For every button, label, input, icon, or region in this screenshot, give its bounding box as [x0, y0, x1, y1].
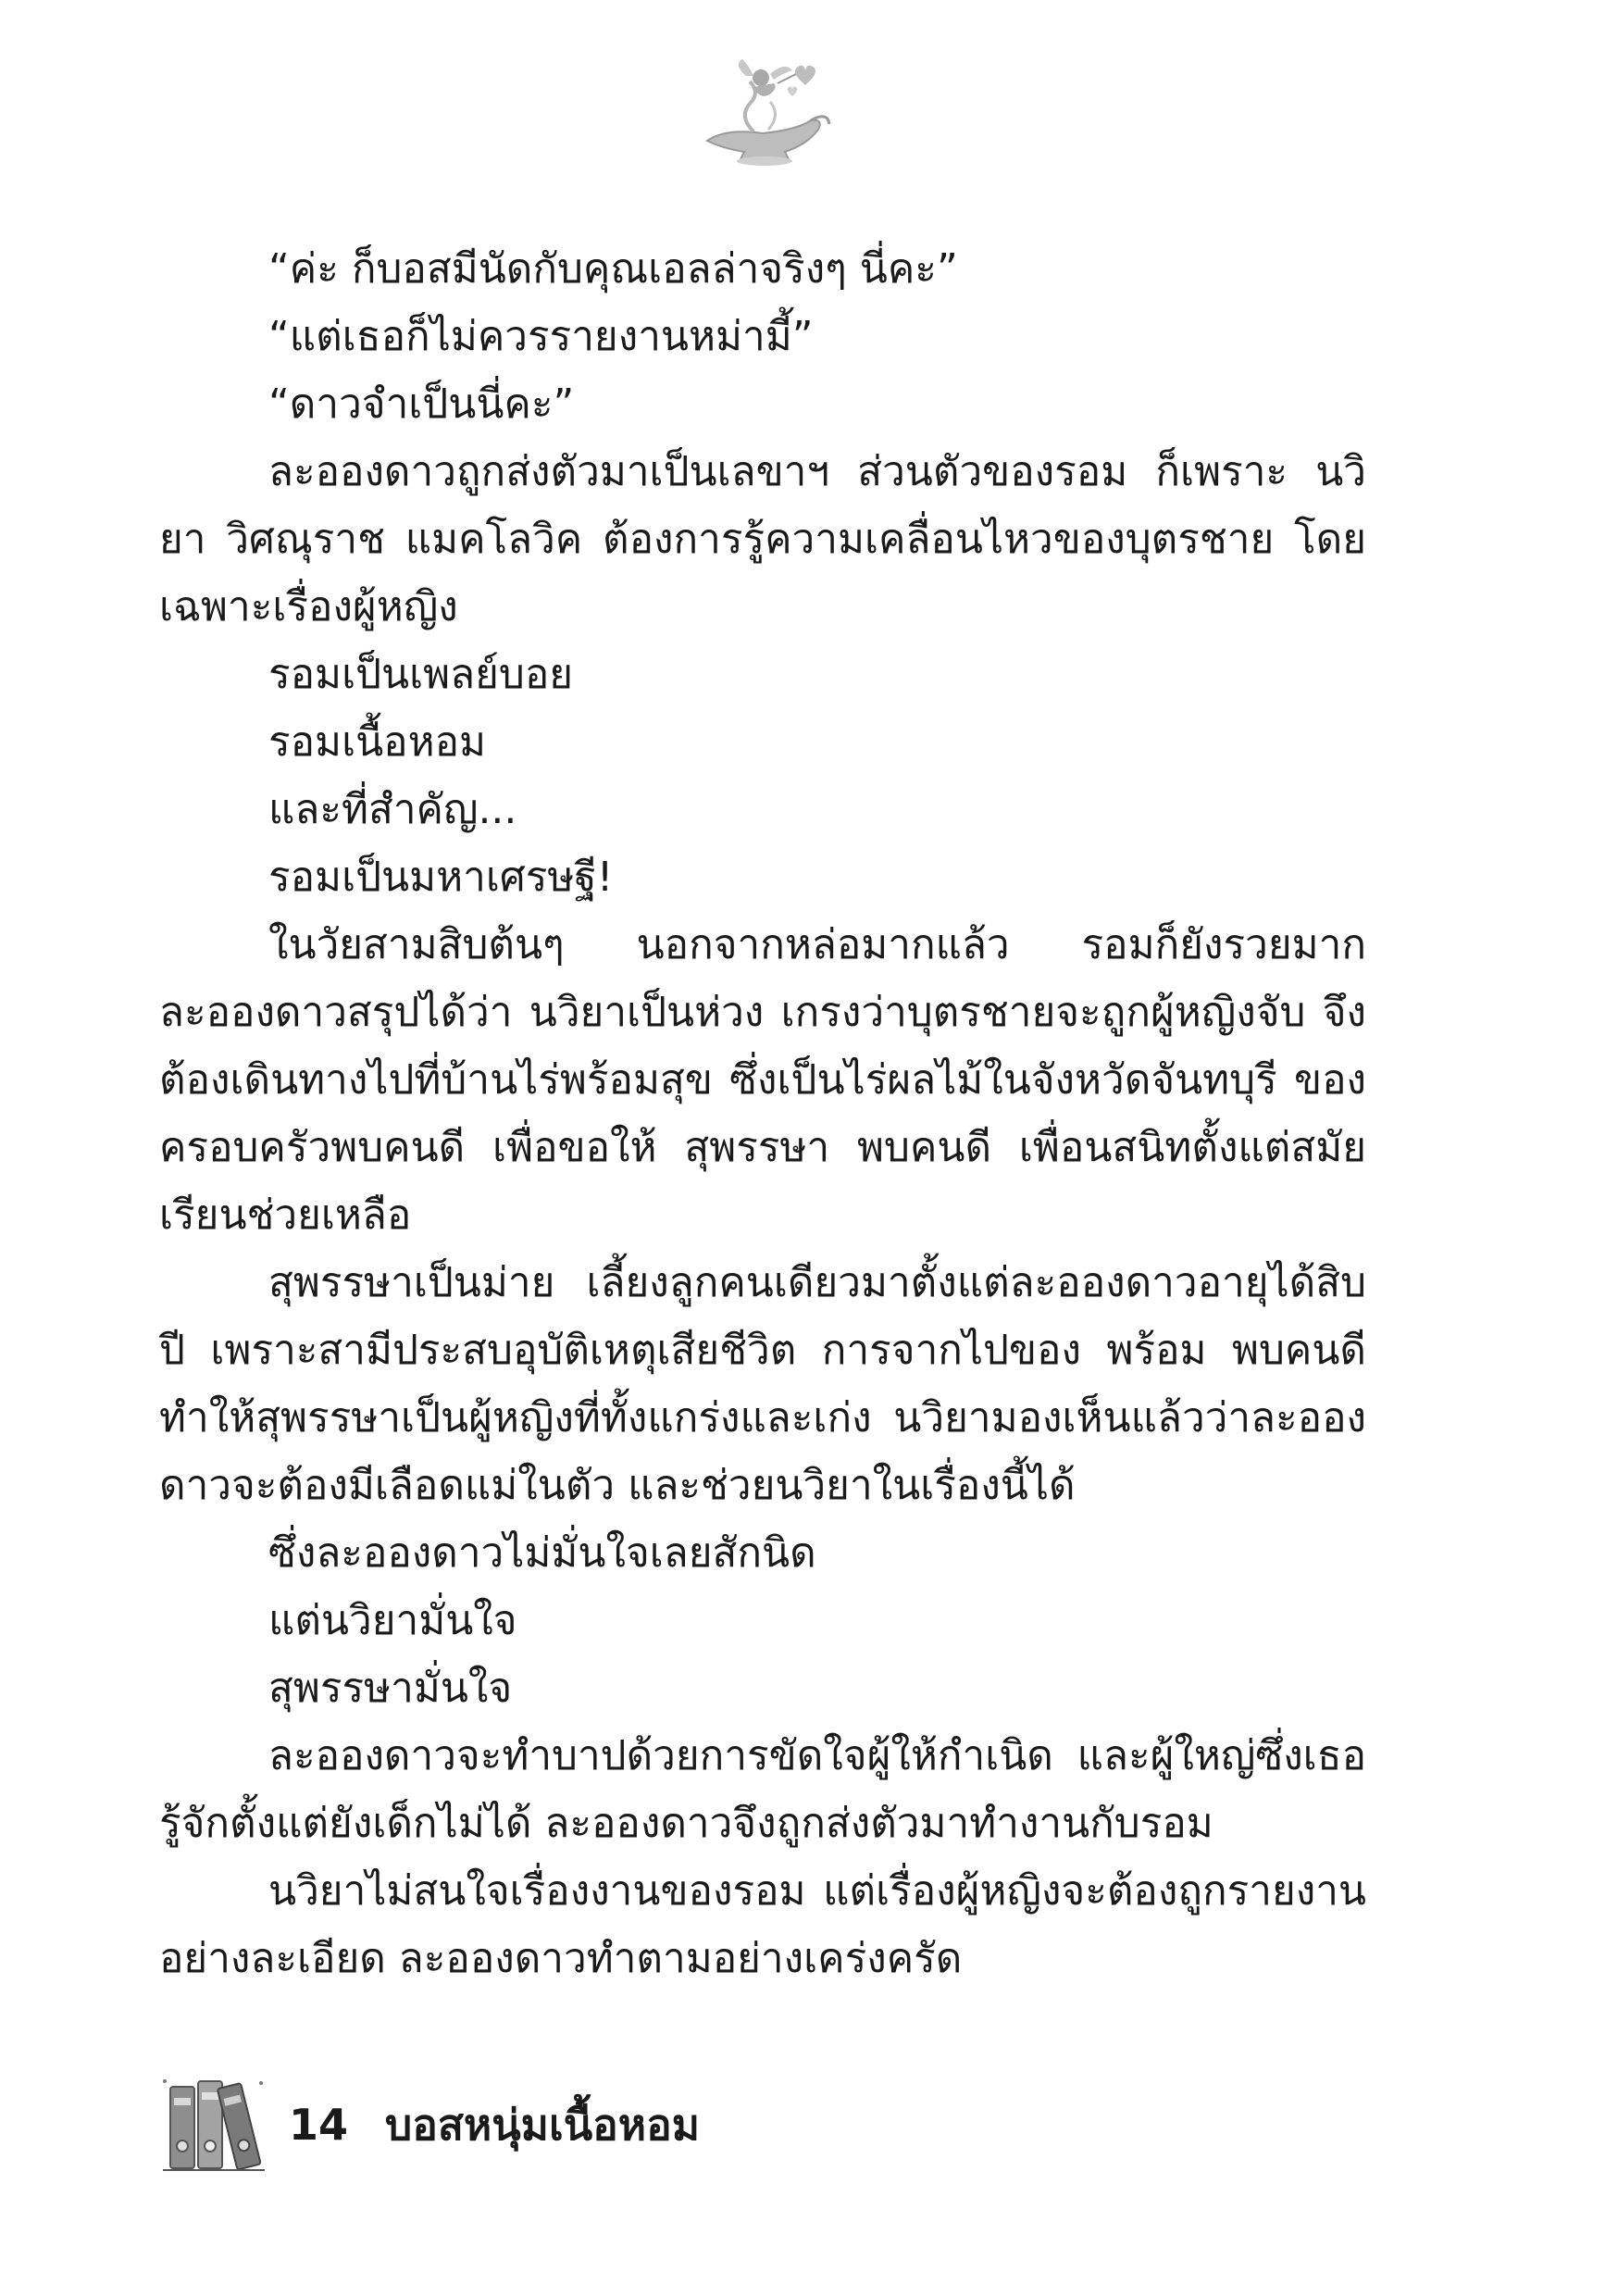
paragraph: รอมเนื้อหอม	[268, 718, 487, 766]
paragraph: ในวัยสามสิบต้นๆ นอกจากหล่อมากแล้ว รอมก็ยังรวยมาก ละอองดาวสรุปได้ว่า นวิยาเป็นห่วง เกรงว่าบุตรชายจะถูกผู้หญิงจับ จึงต้องเดินทางไปที่บ้านไร่พร้อมสุข ซึ่งเป็นไร่ผลไม้ในจังหวัดจันทบุรี ของครอบครัวพบคนดี เพื่อขอให้ สุพรรษา พบคนดี เพื่อนสนิทตั้งแต่สมัยเรียนช่วยเหลือ	[159, 921, 1366, 1239]
paragraph: ซึ่งละอองดาวไม่มั่นใจเลยสักนิด	[268, 1529, 816, 1577]
paragraph: “ค่ะ ก็บอสมีนัดกับคุณเอลล่าจริงๆ นี่คะ”	[268, 245, 958, 293]
page-number: 14	[289, 2100, 349, 2150]
paragraph: แต่นวิยามั่นใจ	[268, 1597, 517, 1644]
cupid-teapot-ornament-icon	[689, 56, 837, 176]
paragraph: ละอองดาวจะทำบาปด้วยการขัดใจผู้ให้กำเนิด และผู้ใหญ่ซึ่งเธอรู้จักตั้งแต่ยังเด็กไม่ได้ ละอองดาวจึงถูกส่งตัวมาทำงานกับรอม	[159, 1732, 1366, 1847]
paragraph: และที่สำคัญ...	[268, 786, 517, 833]
body-text	[159, 235, 1366, 1992]
binders-icon	[157, 2074, 268, 2176]
paragraph: รอมเป็นมหาเศรษฐี!	[268, 854, 614, 901]
book-title: บอสหนุ่มเนื้อหอม	[385, 2099, 701, 2150]
paragraph: สุพรรษามั่นใจ	[268, 1665, 513, 1712]
paragraph: ละอองดาวถูกส่งตัวมาเป็นเลขาฯ ส่วนตัวของรอม ก็เพราะ นวิยา วิศณุราช แมคโลวิค ต้องการรู้ความเคลื่อนไหวของบุตรชาย โดยเฉพาะเรื่องผู้หญิง	[159, 448, 1366, 630]
paragraph: “ดาวจำเป็นนี่คะ”	[268, 381, 575, 428]
page-footer	[157, 2074, 700, 2176]
paragraph: รอมเป็นเพลย์บอย	[268, 651, 574, 698]
paragraph: “แต่เธอก็ไม่ควรรายงานหม่ามี้”	[268, 313, 814, 360]
paragraph: สุพรรษาเป็นม่าย เลี้ยงลูกคนเดียวมาตั้งแต่ละอองดาวอายุได้สิบปี เพราะสามีประสบอุบัติเหตุเสียชีวิต การจากไปของ พร้อม พบคนดี ทำให้สุพรรษาเป็นผู้หญิงที่ทั้งแกร่งและเก่ง นวิยามองเห็นแล้วว่าละอองดาวจะต้องมีเลือดแม่ในตัว และช่วยนวิยาในเรื่องนี้ได้	[159, 1259, 1366, 1509]
paragraph: นวิยาไม่สนใจเรื่องงานของรอม แต่เรื่องผู้หญิงจะต้องถูกรายงานอย่างละเอียด ละอองดาวทำตามอย่างเคร่งครัด	[159, 1867, 1366, 1982]
